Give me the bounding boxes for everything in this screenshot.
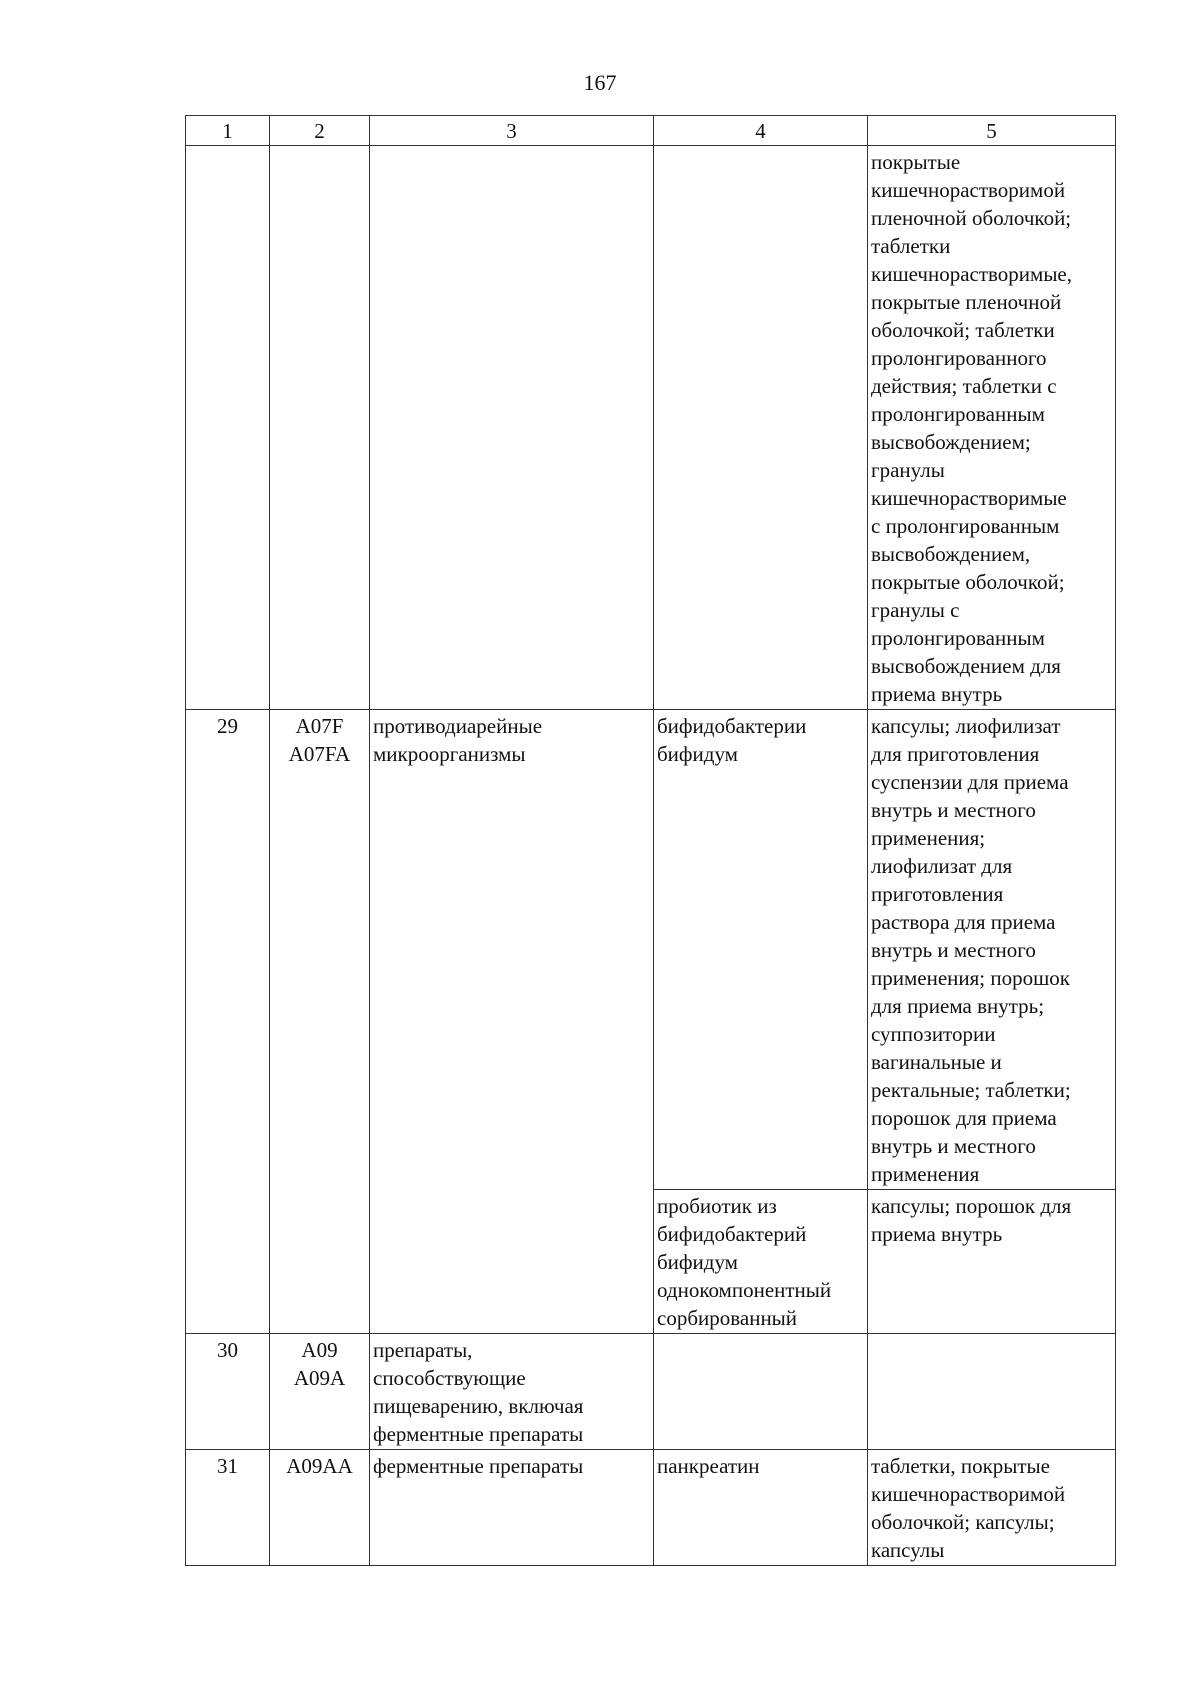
cell-text-line: применения [871, 1162, 980, 1186]
cell-code-empty [270, 146, 370, 710]
cell-text-line: пролонгированного [871, 346, 1047, 370]
header-row [186, 116, 1116, 146]
cell-text-line: с пролонгированным [871, 514, 1060, 538]
cell-text-line: гранулы [871, 458, 945, 482]
cell-text-line: пролонгированным [871, 626, 1045, 650]
header-col-5: 5 [868, 116, 1116, 146]
cell-text-line: панкреатин [657, 1454, 760, 1478]
cell-text-line: A09A [293, 1366, 346, 1390]
cell-text-line: A09AA [286, 1454, 353, 1478]
cell-dosage-forms [868, 1450, 1116, 1566]
cell-dosage-forms [868, 146, 1116, 710]
cell-text-line: A09 [301, 1338, 338, 1362]
page-number: 167 [583, 70, 617, 95]
cell-text-line: покрытые оболочкой; [871, 570, 1065, 594]
cell-text-line: раствора для приема [871, 910, 1056, 934]
cell-text-line: внутрь и местного [871, 798, 1036, 822]
cell-text-line: препараты, [373, 1338, 473, 1362]
cell-num-empty [186, 146, 270, 710]
cell-text-line: применения; порошок [871, 966, 1070, 990]
cell-dosage-forms [868, 710, 1116, 1190]
cell-text-line: кишечнорастворимой [871, 1482, 1066, 1506]
cell-text-line: пробиотик из [657, 1194, 777, 1218]
table-row-continued [186, 146, 1116, 710]
cell-text-line: для приготовления [871, 742, 1040, 766]
cell-text-line: действия; таблетки с [871, 374, 1057, 398]
cell-text-line: кишечнорастворимые, [871, 262, 1073, 286]
cell-dosage-empty [868, 1334, 1116, 1450]
cell-text-line: ректальные; таблетки; [871, 1078, 1071, 1102]
cell-text-line: пленочной оболочкой; [871, 206, 1072, 230]
cell-text-line: гранулы с [871, 598, 960, 622]
cell-text-line: ферментные препараты [373, 1422, 584, 1446]
cell-text-line: внутрь и местного [871, 938, 1036, 962]
cell-drug-name [654, 710, 868, 1190]
cell-text-line: ферментные препараты [373, 1454, 584, 1478]
cell-row-number: 30 [186, 1334, 270, 1450]
cell-text-line: капсулы; порошок для [871, 1194, 1072, 1218]
cell-text-line: пролонгированным [871, 402, 1045, 426]
cell-dosage-forms [868, 1190, 1116, 1334]
cell-row-number: 31 [186, 1450, 270, 1566]
cell-text-line: капсулы; лиофилизат [871, 714, 1061, 738]
cell-text-line: A07FA [288, 742, 351, 766]
cell-drug-empty [654, 1334, 868, 1450]
cell-text-line: высвобождением для [871, 654, 1061, 678]
cell-text-line: бифидобактерий [657, 1222, 807, 1246]
cell-text-line: внутрь и местного [871, 1134, 1036, 1158]
cell-drug-name [654, 1190, 868, 1334]
header-col-4: 4 [654, 116, 868, 146]
cell-text-line: таблетки [871, 234, 951, 258]
cell-atc-group [370, 1334, 654, 1450]
cell-text-line: кишечнорастворимые [871, 486, 1067, 510]
cell-text-line: бифидум [657, 742, 738, 766]
cell-text-line: способствующие [373, 1366, 526, 1390]
cell-text-line: порошок для приема [871, 1106, 1057, 1130]
cell-text-line: покрытые [871, 150, 961, 174]
cell-text-line: высвобождением, [871, 542, 1031, 566]
cell-drug-empty [654, 146, 868, 710]
header-col-3: 3 [370, 116, 654, 146]
cell-text-line: таблетки, покрытые [871, 1454, 1050, 1478]
cell-text-line: оболочкой; капсулы; [871, 1510, 1055, 1534]
cell-text-line: однокомпонентный [657, 1278, 832, 1302]
cell-text-line: бифидобактерии [657, 714, 807, 738]
cell-atc-code [270, 710, 370, 1334]
cell-text-line: применения; [871, 826, 986, 850]
cell-text-line: сорбированный [657, 1306, 798, 1330]
cell-text-line: оболочкой; таблетки [871, 318, 1055, 342]
table-row-31 [186, 1450, 1116, 1566]
cell-text-line: капсулы [871, 1538, 945, 1562]
cell-text-line: вагинальные и [871, 1050, 1002, 1074]
cell-text-line: высвобождением; [871, 430, 1031, 454]
cell-atc-group [370, 710, 654, 1334]
cell-text-line: кишечнорастворимой [871, 178, 1066, 202]
cell-text-line: противодиарейные [373, 714, 543, 738]
cell-atc-code [270, 1334, 370, 1450]
cell-text-line: A07F [295, 714, 344, 738]
cell-text-line: бифидум [657, 1250, 738, 1274]
cell-text-line: покрытые пленочной [871, 290, 1062, 314]
cell-text-line: приготовления [871, 882, 1004, 906]
cell-text-line: суппозитории [871, 1022, 996, 1046]
cell-group-empty [370, 146, 654, 710]
cell-atc-group [370, 1450, 654, 1566]
cell-text-line: суспензии для приема [871, 770, 1069, 794]
table-row-29 [186, 710, 1116, 1190]
drug-list-table [185, 115, 1116, 1566]
cell-drug-name [654, 1450, 868, 1566]
cell-row-number: 29 [186, 710, 270, 1334]
cell-text-line: приема внутрь [871, 1222, 1003, 1246]
cell-text-line: пищеварению, включая [373, 1394, 584, 1418]
cell-text-line: для приема внутрь; [871, 994, 1045, 1018]
header-col-2: 2 [270, 116, 370, 146]
table-row-30 [186, 1334, 1116, 1450]
cell-text-line: микроорганизмы [373, 742, 526, 766]
header-col-1: 1 [186, 116, 270, 146]
cell-text-line: лиофилизат для [871, 854, 1013, 878]
cell-text-line: приема внутрь [871, 682, 1003, 706]
cell-atc-code [270, 1450, 370, 1566]
